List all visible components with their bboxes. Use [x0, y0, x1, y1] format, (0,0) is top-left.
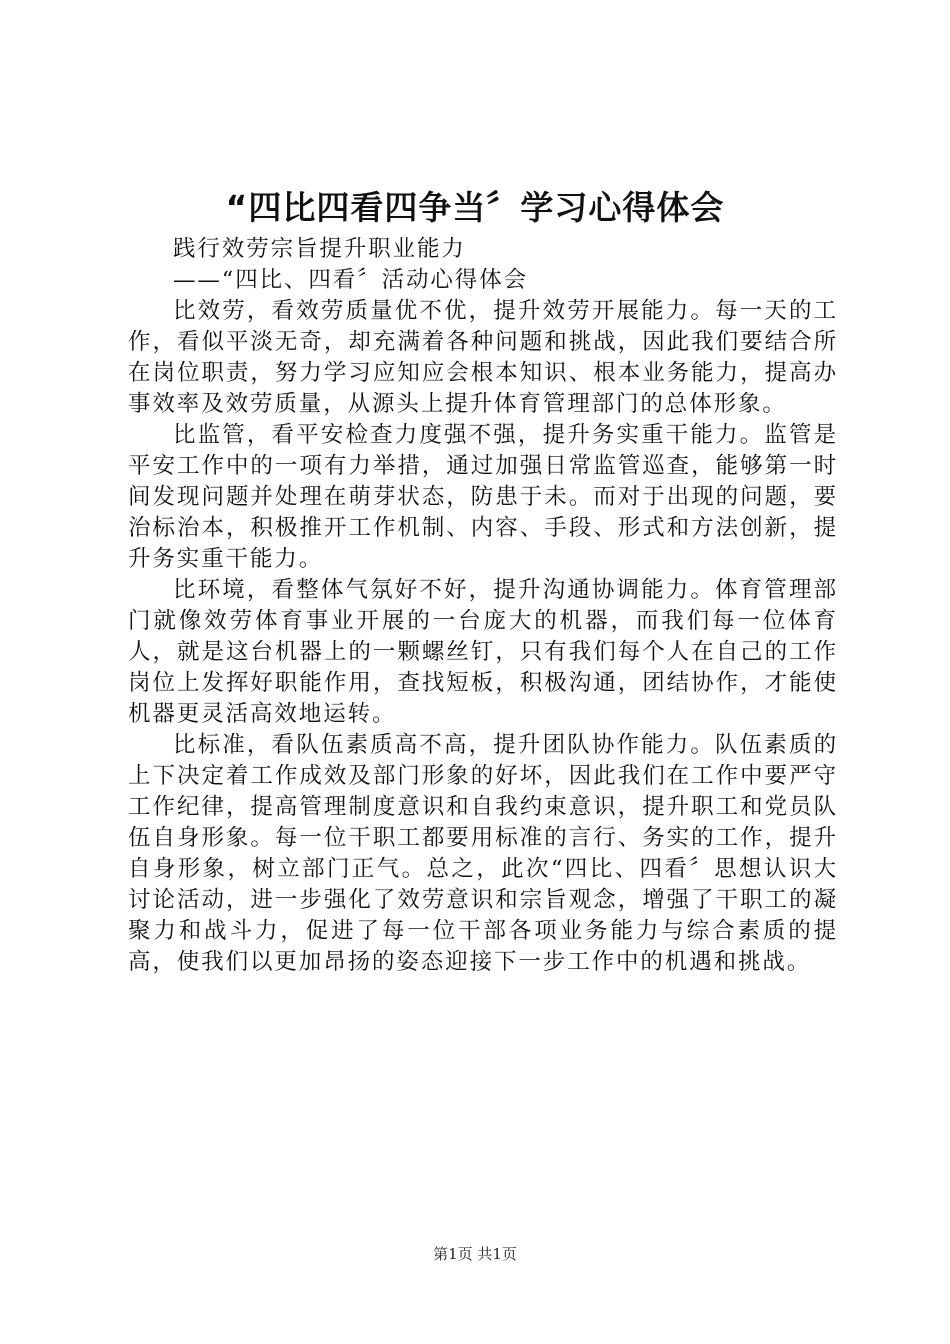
paragraph-environment: 比环境，看整体气氛好不好，提升沟通协调能力。体育管理部门就像效劳体育事业开展的一台庞大的机器，而我们每一位体育人，就是这台机器上的一颗螺丝钉，只有我们每个人在自己的工作岗位上发挥好职能作用，查找短板，积极沟通，团结协作，才能使机器更灵活高效地运转。 — [128, 577, 838, 727]
subtitle-line-2: ——“四比、四看〞活动心得体会 — [173, 267, 529, 293]
paragraph-standard: 比标准，看队伍素质高不高，提升团队协作能力。队伍素质的上下决定着工作成效及部门形象的好坏，因此我们在工作中要严守工作纪律，提高管理制度意识和自我约束意识，提升职工和党员队伍自身形象。每一位干职工都要用标准的言行、务实的工作，提升自身形象，树立部门正气。总之，此次“四比、四看〞思想认识大讨论活动，进一步强化了效劳意识和宗旨观念，增强了干职工的凝聚力和战斗力，促进了每一位干部各项业务能力与综合素质的提高，使我们以更加昂扬的姿态迎接下一步工作中的机遇和挑战。 — [128, 732, 838, 975]
subtitle-line: 践行效劳宗旨提升职业能力 — [173, 236, 466, 262]
paragraph-supervision: 比监管，看平安检查力度强不强，提升务实重干能力。监管是平安工作中的一项有力举措，通过加强日常监管巡查，能够第一时间发现问题并处理在萌芽状态，防患于未。而对于出现的问题，要治标治本，积极推开工作机制、内容、手段、形式和方法创新，提升务实重干能力。 — [128, 422, 838, 572]
document-title: “四比四看四争当〞学习心得体会 — [225, 188, 725, 227]
page-footer: 第1页 共1页 — [433, 1245, 517, 1263]
document-body — [128, 234, 838, 978]
paragraph-service: 比效劳，看效劳质量优不优，提升效劳开展能力。每一天的工作，看似平淡无奇，却充满着各种问题和挑战，因此我们要结合所在岗位职责，努力学习应知应会根本知识、根本业务能力，提高办事效率及效劳质量，从源头上提升体育管理部门的总体形象。 — [128, 298, 838, 417]
